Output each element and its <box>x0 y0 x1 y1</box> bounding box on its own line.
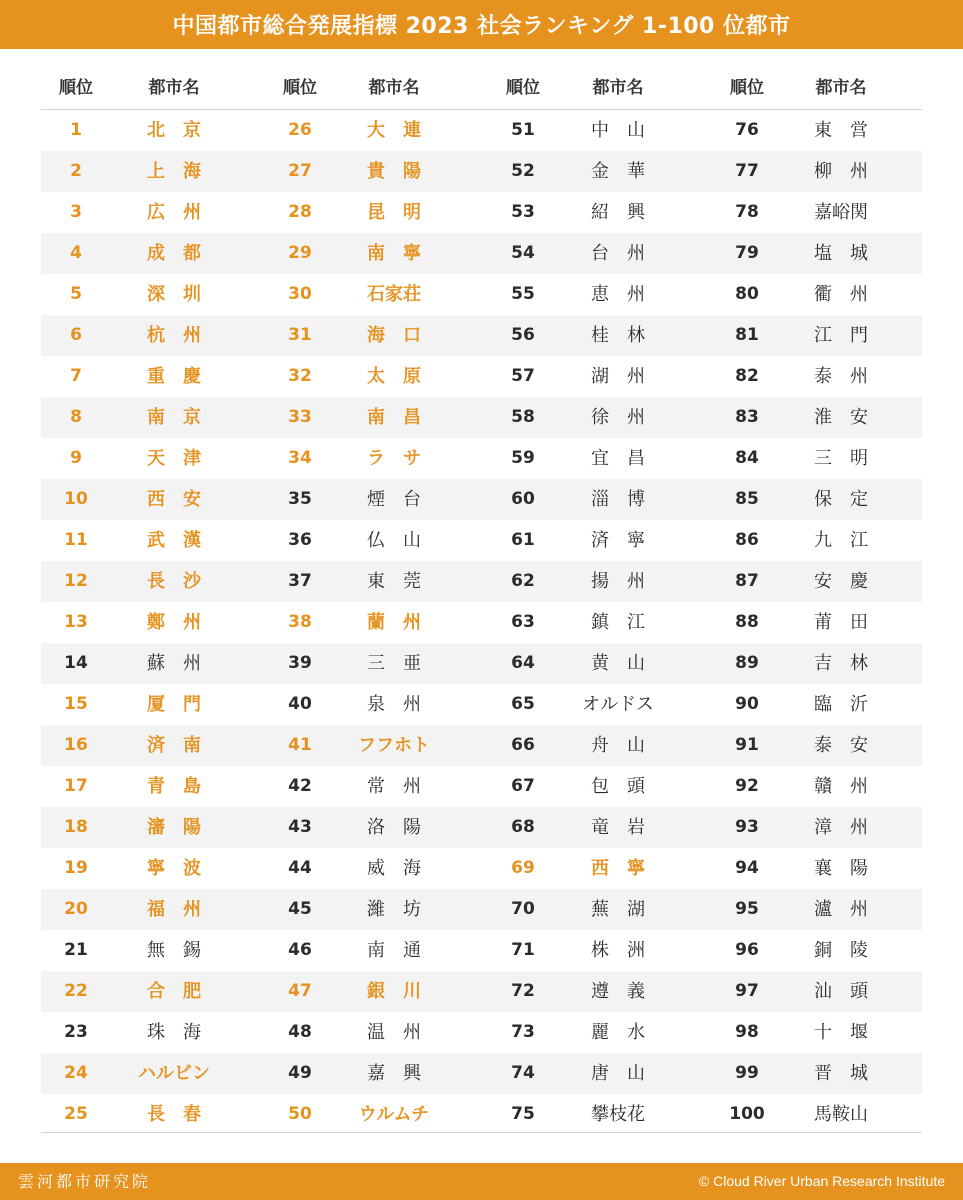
rank-cell: 82 <box>735 366 759 386</box>
rank-cell: 12 <box>64 571 88 591</box>
city-cell: 唐 山 <box>591 1063 645 1084</box>
city-cell: 仏 山 <box>367 530 421 551</box>
city-cell: 恵 州 <box>591 284 645 305</box>
rank-cell: 20 <box>64 899 88 919</box>
city-cell: 南 昌 <box>367 407 421 428</box>
rank-cell: 93 <box>735 817 759 837</box>
city-cell: 鄭 州 <box>147 612 201 633</box>
city-cell: 安 慶 <box>814 571 868 592</box>
rank-cell: 51 <box>511 120 535 140</box>
city-cell: 貴 陽 <box>367 161 421 182</box>
table-row <box>41 807 922 848</box>
page-title-bar <box>0 0 963 49</box>
rank-cell: 42 <box>288 776 312 796</box>
rank-cell: 16 <box>64 735 88 755</box>
rank-cell: 24 <box>64 1063 88 1083</box>
table-row <box>41 356 922 397</box>
rank-cell: 80 <box>735 284 759 304</box>
rank-cell: 49 <box>288 1063 312 1083</box>
city-cell: 衢 州 <box>814 284 868 305</box>
city-cell: 紹 興 <box>591 202 645 223</box>
rank-cell: 31 <box>288 325 312 345</box>
rank-cell: 75 <box>511 1104 535 1124</box>
rank-cell: 69 <box>511 858 535 878</box>
city-cell: ウルムチ <box>358 1104 430 1125</box>
city-cell: 常 州 <box>367 776 421 797</box>
rank-cell: 29 <box>288 243 312 263</box>
table-row <box>41 438 922 479</box>
city-cell: 嘉 興 <box>367 1063 421 1084</box>
city-cell: 保 定 <box>814 489 868 510</box>
rank-cell: 7 <box>70 366 82 386</box>
city-cell: 銀 川 <box>367 981 421 1002</box>
table-row <box>41 233 922 274</box>
table-row <box>41 848 922 889</box>
city-cell: 晋 城 <box>814 1063 868 1084</box>
table-row <box>41 1094 922 1135</box>
city-cell: 煙 台 <box>367 489 421 510</box>
rank-cell: 50 <box>288 1104 312 1124</box>
rank-cell: 61 <box>511 530 535 550</box>
rank-cell: 47 <box>288 981 312 1001</box>
city-cell: 温 州 <box>367 1022 421 1043</box>
table-row <box>41 1053 922 1094</box>
city-cell: フフホト <box>358 735 430 756</box>
rank-cell: 88 <box>735 612 759 632</box>
rank-cell: 90 <box>735 694 759 714</box>
city-cell: 莆 田 <box>814 612 868 633</box>
rank-cell: 23 <box>64 1022 88 1042</box>
city-cell: 広 州 <box>147 202 201 223</box>
rank-cell: 25 <box>64 1104 88 1124</box>
page-title: 中国都市総合発展指標 2023 社会ランキング 1-100 位都市 <box>172 14 791 39</box>
rank-cell: 11 <box>64 530 88 550</box>
rank-cell: 55 <box>511 284 535 304</box>
city-cell: 寧 波 <box>147 858 201 879</box>
rank-cell: 71 <box>511 940 535 960</box>
rank-cell: 48 <box>288 1022 312 1042</box>
city-cell: 江 門 <box>814 325 868 346</box>
city-cell: 湖 州 <box>591 366 645 387</box>
city-cell: 青 島 <box>147 776 201 797</box>
rank-cell: 18 <box>64 817 88 837</box>
table-row <box>41 1012 922 1053</box>
city-cell: 泉 州 <box>367 694 421 715</box>
rank-cell: 60 <box>511 489 535 509</box>
rank-cell: 72 <box>511 981 535 1001</box>
rank-cell: 27 <box>288 161 312 181</box>
rank-cell: 3 <box>70 202 82 222</box>
rank-cell: 79 <box>735 243 759 263</box>
rank-cell: 62 <box>511 571 535 591</box>
rank-cell: 65 <box>511 694 535 714</box>
table-row <box>41 274 922 315</box>
rank-cell: 66 <box>511 735 535 755</box>
footer-bar <box>0 1163 963 1200</box>
city-cell: 東 莞 <box>367 571 421 592</box>
rank-cell: 5 <box>70 284 82 304</box>
city-cell: 台 州 <box>591 243 645 264</box>
rank-cell: 8 <box>70 407 82 427</box>
city-cell: 汕 頭 <box>814 981 868 1002</box>
col-header-rank-4: 順位 <box>730 78 764 98</box>
rank-cell: 59 <box>511 448 535 468</box>
city-cell: 銅 陵 <box>814 940 868 961</box>
city-cell: 麗 水 <box>591 1022 645 1043</box>
rank-cell: 96 <box>735 940 759 960</box>
city-cell: 蘇 州 <box>147 653 201 674</box>
city-cell: 珠 海 <box>147 1022 201 1043</box>
rank-cell: 10 <box>64 489 88 509</box>
city-cell: 北 京 <box>147 120 201 141</box>
rank-cell: 21 <box>64 940 88 960</box>
table-row <box>41 684 922 725</box>
city-cell: 鎮 江 <box>591 612 645 633</box>
table-row <box>41 602 922 643</box>
city-cell: 漳 州 <box>814 817 868 838</box>
table-row <box>41 520 922 561</box>
city-cell: 嘉峪関 <box>814 202 868 223</box>
col-header-city-1: 都市名 <box>148 78 200 98</box>
rank-cell: 26 <box>288 120 312 140</box>
rank-cell: 35 <box>288 489 312 509</box>
publisher-name: 雲河都市研究院 <box>18 1172 152 1191</box>
rank-cell: 13 <box>64 612 88 632</box>
rank-cell: 2 <box>70 161 82 181</box>
city-cell: ハルビン <box>138 1063 210 1084</box>
rank-cell: 14 <box>64 653 88 673</box>
rank-cell: 6 <box>70 325 82 345</box>
rank-cell: 41 <box>288 735 312 755</box>
city-cell: 済 南 <box>147 735 201 756</box>
rank-cell: 98 <box>735 1022 759 1042</box>
table-row <box>41 397 922 438</box>
rank-cell: 37 <box>288 571 312 591</box>
city-cell: 無 錫 <box>147 940 201 961</box>
city-cell: 宜 昌 <box>591 448 645 469</box>
city-cell: 襄 陽 <box>814 858 868 879</box>
city-cell: オルドス <box>582 694 654 715</box>
city-cell: 桂 林 <box>591 325 645 346</box>
city-cell: 長 春 <box>147 1104 201 1125</box>
rank-cell: 76 <box>735 120 759 140</box>
rank-cell: 78 <box>735 202 759 222</box>
rank-cell: 87 <box>735 571 759 591</box>
city-cell: 海 口 <box>367 325 421 346</box>
city-cell: 九 江 <box>814 530 868 551</box>
city-cell: 舟 山 <box>591 735 645 756</box>
col-header-city-2: 都市名 <box>368 78 420 98</box>
city-cell: 竜 岩 <box>591 817 645 838</box>
table-row <box>41 151 922 192</box>
rank-cell: 1 <box>70 120 82 140</box>
rank-cell: 73 <box>511 1022 535 1042</box>
city-cell: 中 山 <box>591 120 645 141</box>
rank-cell: 91 <box>735 735 759 755</box>
rank-cell: 74 <box>511 1063 535 1083</box>
city-cell: 成 都 <box>147 243 201 264</box>
city-cell: 長 沙 <box>147 571 201 592</box>
rank-cell: 38 <box>288 612 312 632</box>
col-header-city-4: 都市名 <box>815 78 867 98</box>
city-cell: 天 津 <box>147 448 201 469</box>
rank-cell: 67 <box>511 776 535 796</box>
city-cell: 武 漢 <box>147 530 201 551</box>
city-cell: 揚 州 <box>591 571 645 592</box>
city-cell: 金 華 <box>591 161 645 182</box>
table-row <box>41 725 922 766</box>
table-bottom-divider <box>41 1132 922 1133</box>
city-cell: 石家荘 <box>367 284 421 305</box>
rank-cell: 46 <box>288 940 312 960</box>
city-cell: 済 寧 <box>591 530 645 551</box>
city-cell: 吉 林 <box>814 653 868 674</box>
rank-cell: 84 <box>735 448 759 468</box>
rank-cell: 64 <box>511 653 535 673</box>
table-row <box>41 479 922 520</box>
rank-cell: 58 <box>511 407 535 427</box>
rank-cell: 94 <box>735 858 759 878</box>
city-cell: 重 慶 <box>147 366 201 387</box>
city-cell: 包 頭 <box>591 776 645 797</box>
rank-cell: 9 <box>70 448 82 468</box>
city-cell: 合 肥 <box>147 981 201 1002</box>
col-header-city-3: 都市名 <box>592 78 644 98</box>
rank-cell: 83 <box>735 407 759 427</box>
rank-cell: 56 <box>511 325 535 345</box>
rank-cell: 44 <box>288 858 312 878</box>
rank-cell: 15 <box>64 694 88 714</box>
city-cell: 泰 州 <box>814 366 868 387</box>
city-cell: ラ サ <box>367 448 421 469</box>
city-cell: 瀘 州 <box>814 899 868 920</box>
city-cell: 遵 義 <box>591 981 645 1002</box>
city-cell: 東 営 <box>814 120 868 141</box>
rank-cell: 28 <box>288 202 312 222</box>
rank-cell: 40 <box>288 694 312 714</box>
table-row <box>41 971 922 1012</box>
city-cell: 塩 城 <box>814 243 868 264</box>
rank-cell: 81 <box>735 325 759 345</box>
rank-cell: 17 <box>64 776 88 796</box>
city-cell: 黄 山 <box>591 653 645 674</box>
table-row <box>41 110 922 151</box>
city-cell: 淄 博 <box>591 489 645 510</box>
rank-cell: 43 <box>288 817 312 837</box>
rank-cell: 100 <box>729 1104 765 1124</box>
table-row <box>41 643 922 684</box>
rank-cell: 39 <box>288 653 312 673</box>
copyright-text: © Cloud River Urban Research Institute <box>698 1173 945 1189</box>
col-header-rank-1: 順位 <box>59 78 93 98</box>
rank-cell: 4 <box>70 243 82 263</box>
table-row <box>41 315 922 356</box>
table-row <box>41 889 922 930</box>
rank-cell: 97 <box>735 981 759 1001</box>
city-cell: 株 洲 <box>591 940 645 961</box>
city-cell: 昆 明 <box>367 202 421 223</box>
city-cell: 三 亜 <box>367 653 421 674</box>
city-cell: 蘭 州 <box>367 612 421 633</box>
city-cell: 瀋 陽 <box>147 817 201 838</box>
rank-cell: 30 <box>288 284 312 304</box>
city-cell: 西 寧 <box>591 858 645 879</box>
table-row <box>41 561 922 602</box>
rank-cell: 54 <box>511 243 535 263</box>
rank-cell: 36 <box>288 530 312 550</box>
rank-cell: 32 <box>288 366 312 386</box>
rank-cell: 89 <box>735 653 759 673</box>
city-cell: 福 州 <box>147 899 201 920</box>
city-cell: 威 海 <box>367 858 421 879</box>
rank-cell: 68 <box>511 817 535 837</box>
table-row <box>41 192 922 233</box>
rank-cell: 85 <box>735 489 759 509</box>
rank-cell: 92 <box>735 776 759 796</box>
rank-cell: 34 <box>288 448 312 468</box>
rank-cell: 99 <box>735 1063 759 1083</box>
city-cell: 淮 安 <box>814 407 868 428</box>
rank-cell: 70 <box>511 899 535 919</box>
rank-cell: 19 <box>64 858 88 878</box>
city-cell: 杭 州 <box>147 325 201 346</box>
city-cell: 上 海 <box>147 161 201 182</box>
city-cell: 臨 沂 <box>814 694 868 715</box>
city-cell: 攀枝花 <box>591 1104 645 1125</box>
col-header-rank-2: 順位 <box>283 78 317 98</box>
city-cell: 泰 安 <box>814 735 868 756</box>
rank-cell: 86 <box>735 530 759 550</box>
table-row <box>41 930 922 971</box>
city-cell: 厦 門 <box>147 694 201 715</box>
city-cell: 徐 州 <box>591 407 645 428</box>
city-cell: 濰 坊 <box>367 899 421 920</box>
city-cell: 南 京 <box>147 407 201 428</box>
city-cell: 馬鞍山 <box>814 1104 868 1125</box>
rank-cell: 33 <box>288 407 312 427</box>
city-cell: 洛 陽 <box>367 817 421 838</box>
city-cell: 柳 州 <box>814 161 868 182</box>
rank-cell: 52 <box>511 161 535 181</box>
city-cell: 深 圳 <box>147 284 201 305</box>
city-cell: 西 安 <box>147 489 201 510</box>
rank-cell: 95 <box>735 899 759 919</box>
rank-cell: 63 <box>511 612 535 632</box>
city-cell: 南 寧 <box>367 243 421 264</box>
rank-cell: 45 <box>288 899 312 919</box>
city-cell: 三 明 <box>814 448 868 469</box>
col-header-rank-3: 順位 <box>506 78 540 98</box>
rank-cell: 77 <box>735 161 759 181</box>
city-cell: 贛 州 <box>814 776 868 797</box>
table-row <box>41 766 922 807</box>
city-cell: 大 連 <box>367 120 421 141</box>
city-cell: 蕪 湖 <box>591 899 645 920</box>
rank-cell: 53 <box>511 202 535 222</box>
rank-cell: 57 <box>511 366 535 386</box>
city-cell: 十 堰 <box>814 1022 868 1043</box>
rank-cell: 22 <box>64 981 88 1001</box>
city-cell: 太 原 <box>367 366 421 387</box>
city-cell: 南 通 <box>367 940 421 961</box>
